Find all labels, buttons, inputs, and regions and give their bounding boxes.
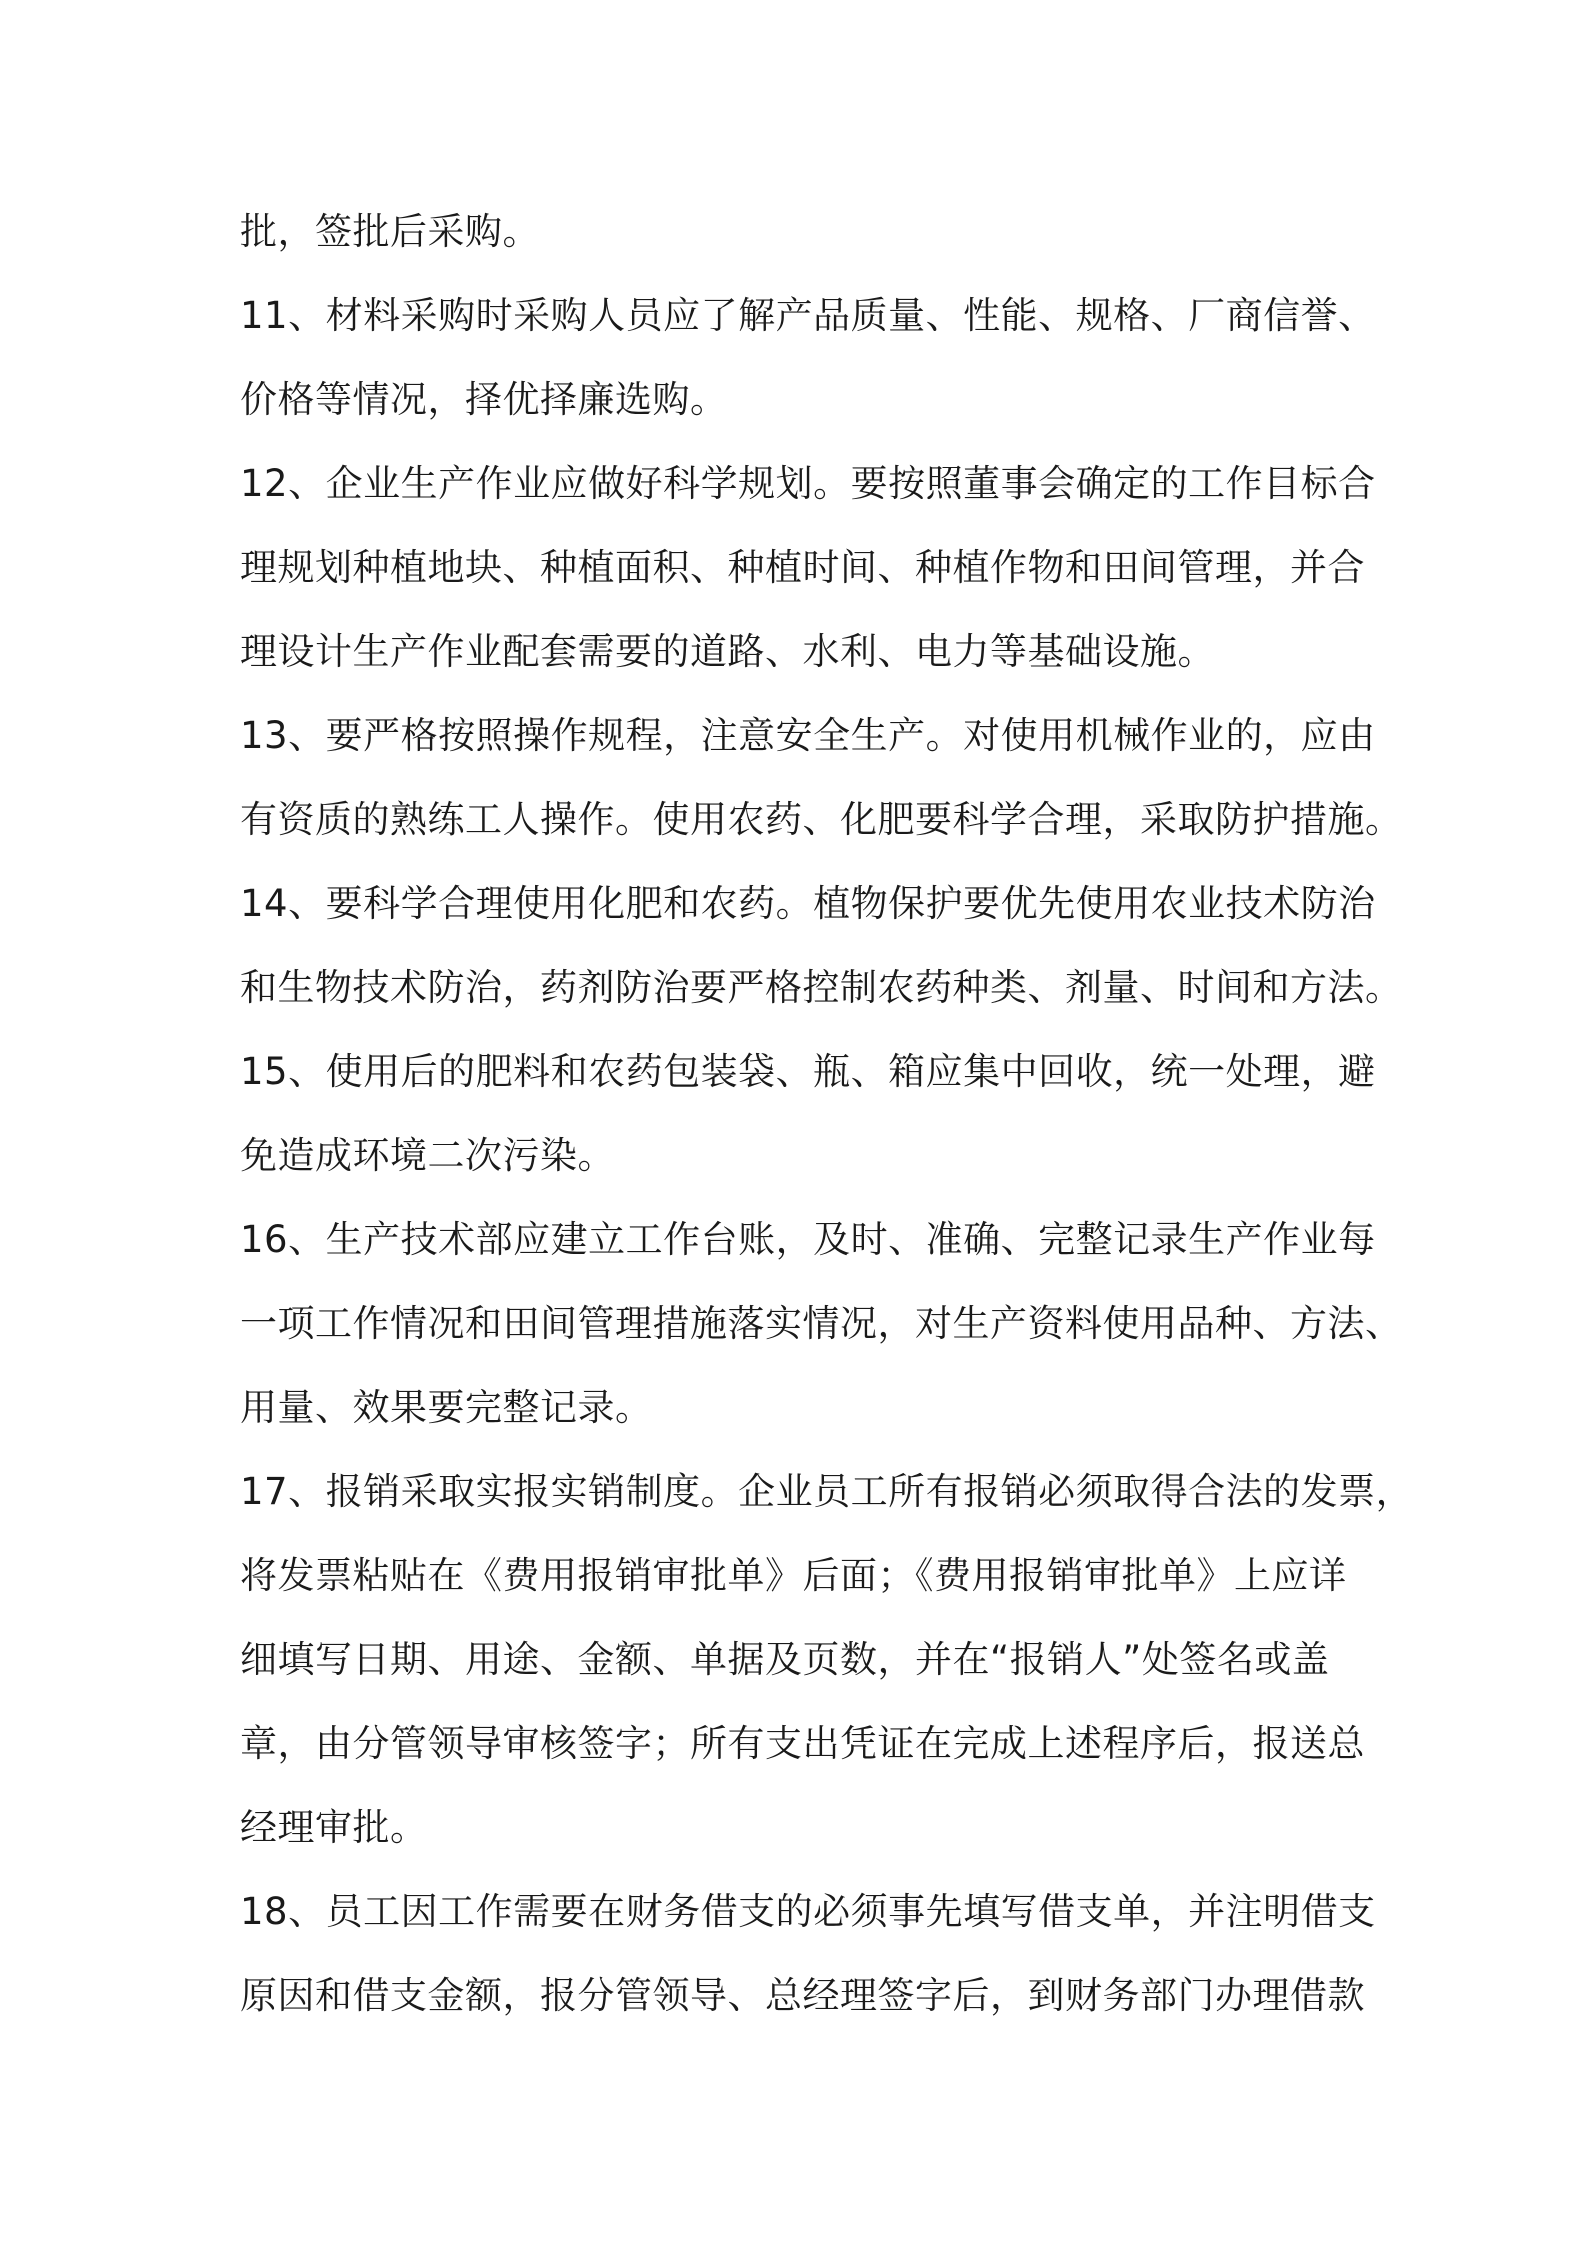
text-line: 15、使用后的肥料和农药包装袋、瓶、箱应集中回收，统一处理，避 <box>240 1050 1376 1093</box>
text-line: 有资质的熟练工人操作。使用农药、化肥要科学合理，采取防护措施。 <box>240 798 1403 841</box>
text-line: 13、要严格按照操作规程，注意安全生产。对使用机械作业的，应由 <box>240 714 1376 757</box>
text-line: 一项工作情况和田间管理措施落实情况，对生产资料使用品种、方法、 <box>240 1302 1403 1345</box>
text-line: 14、要科学合理使用化肥和农药。植物保护要优先使用农业技术防治 <box>240 882 1376 925</box>
text-line: 原因和借支金额，报分管领导、总经理签字后，到财务部门办理借款 <box>240 1974 1365 2017</box>
document-body <box>240 190 1414 2038</box>
text-line: 章，由分管领导审核签字；所有支出凭证在完成上述程序后，报送总 <box>240 1722 1365 1765</box>
text-line: 用量、效果要完整记录。 <box>240 1386 653 1429</box>
text-line: 免造成环境二次污染。 <box>240 1134 615 1177</box>
text-line: 批，签批后采购。 <box>240 210 540 253</box>
text-line: 将发票粘贴在《费用报销审批单》后面；《费用报销审批单》上应详 <box>240 1554 1347 1597</box>
text-line: 理设计生产作业配套需要的道路、水利、电力等基础设施。 <box>240 630 1215 673</box>
text-line: 理规划种植地块、种植面积、种植时间、种植作物和田间管理，并合 <box>240 546 1365 589</box>
text-line: 12、企业生产作业应做好科学规划。要按照董事会确定的工作目标合 <box>240 462 1376 505</box>
text-line: 18、员工因工作需要在财务借支的必须事先填写借支单，并注明借支 <box>240 1890 1376 1933</box>
text-line: 经理审批。 <box>240 1806 428 1849</box>
text-line: 11、材料采购时采购人员应了解产品质量、性能、规格、厂商信誉、 <box>240 294 1376 337</box>
text-line: 价格等情况，择优择廉选购。 <box>240 378 728 421</box>
text-line: 17、报销采取实报实销制度。企业员工所有报销必须取得合法的发票， <box>240 1470 1414 1513</box>
text-line: 和生物技术防治，药剂防治要严格控制农药种类、剂量、时间和方法。 <box>240 966 1403 1009</box>
text-line: 细填写日期、用途、金额、单据及页数，并在“报销人”处签名或盖 <box>240 1638 1330 1681</box>
text-line: 16、生产技术部应建立工作台账，及时、准确、完整记录生产作业每 <box>240 1218 1376 1261</box>
